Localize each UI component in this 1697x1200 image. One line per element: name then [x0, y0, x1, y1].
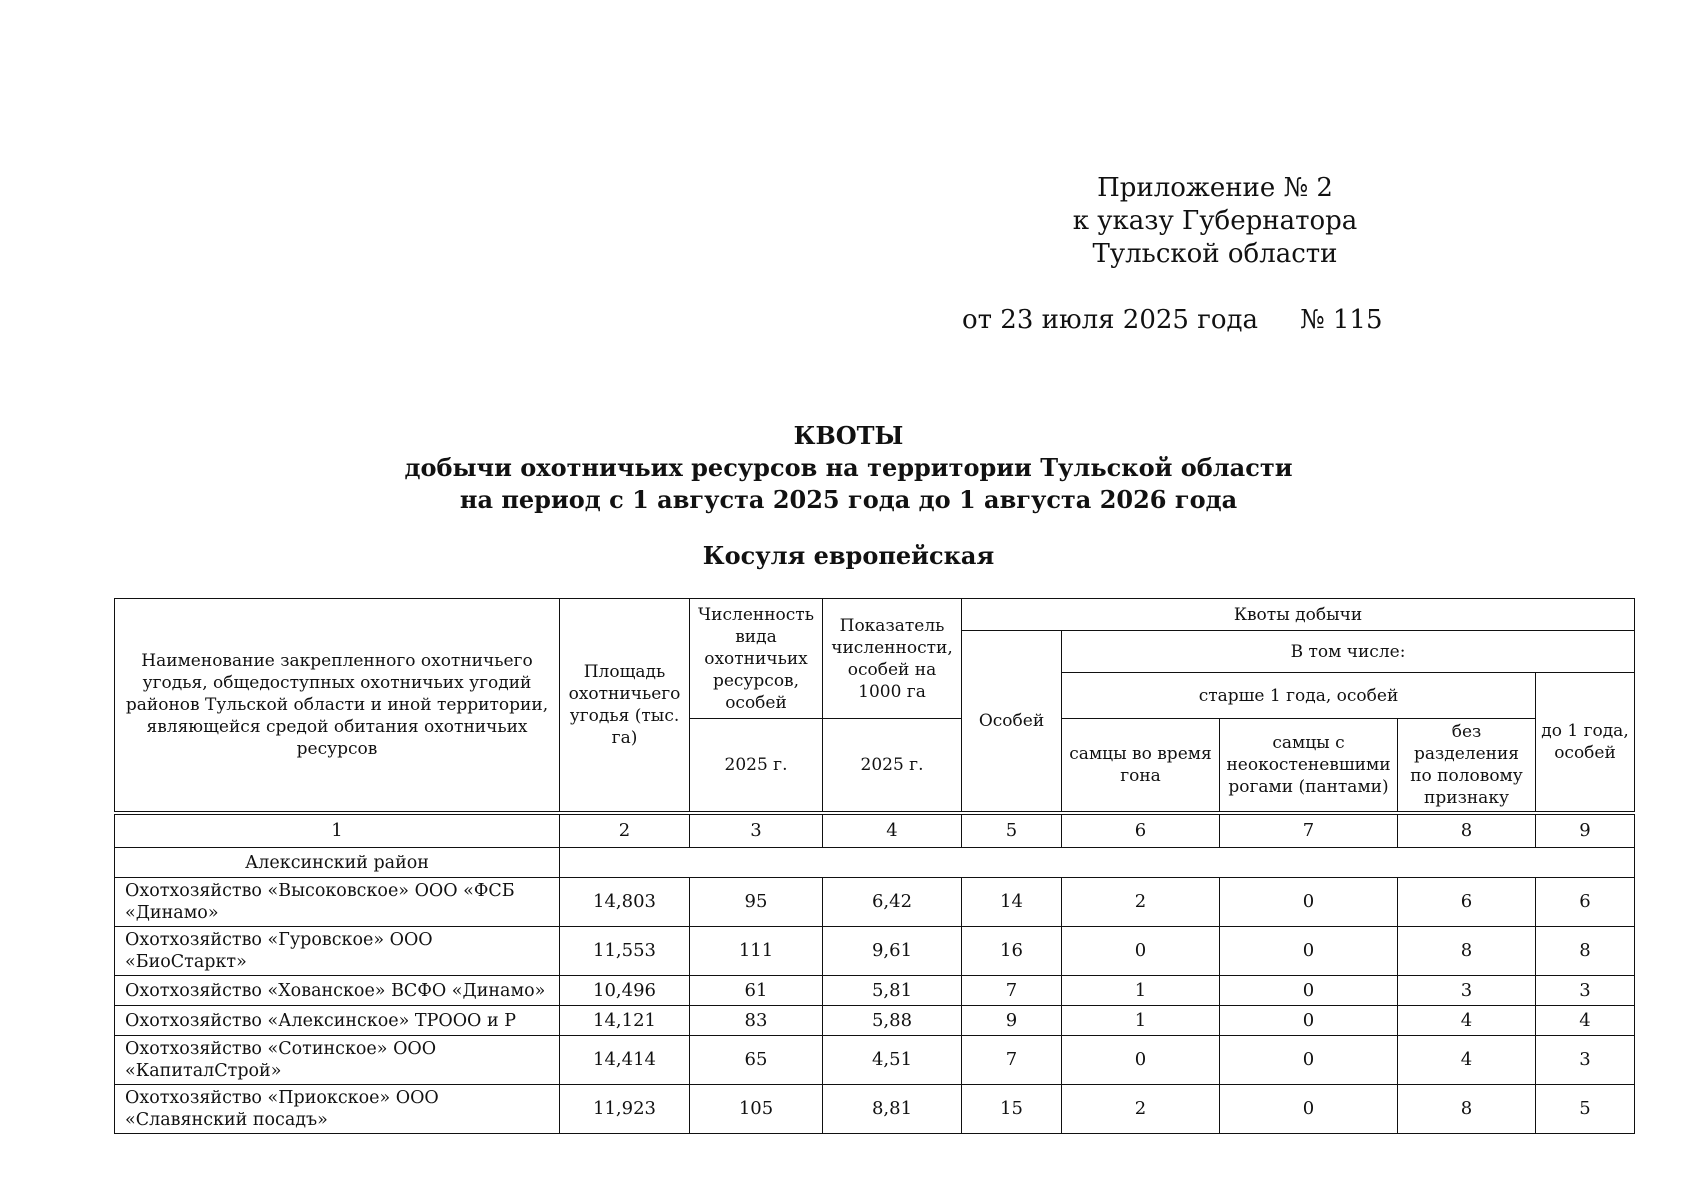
no-sex-cell: 8 [1398, 927, 1536, 976]
rut-males-cell: 1 [1062, 1006, 1220, 1036]
population-cell: 83 [690, 1006, 823, 1036]
region-empty-cell [560, 848, 1635, 878]
rut-males-cell: 1 [1062, 976, 1220, 1006]
region-row [115, 848, 1635, 878]
attachment-ref: к указу Губернатора [1072, 206, 1358, 236]
header-area: Площадь охотничьего угодья (тыс. га) [560, 599, 690, 814]
title-line2: добычи охотничьих ресурсов на территории Тульской области [404, 453, 1293, 482]
document-title [0, 420, 1697, 516]
no-sex-cell: 4 [1398, 1006, 1536, 1036]
column-number: 8 [1398, 813, 1536, 848]
header-no-sex: без разделения по половому признаку [1398, 719, 1536, 814]
population-cell: 95 [690, 878, 823, 927]
header-year-population: 2025 г. [690, 719, 823, 814]
decree-number: № 115 [1300, 305, 1383, 335]
velvet-males-cell: 0 [1220, 1036, 1398, 1085]
rut-males-cell: 0 [1062, 927, 1220, 976]
column-number: 7 [1220, 813, 1398, 848]
attachment-region: Тульской области [1092, 239, 1338, 269]
header-including: В том числе: [1062, 631, 1635, 673]
density-cell: 9,61 [823, 927, 962, 976]
column-numbers-row [115, 813, 1635, 848]
table-row [115, 878, 1635, 927]
young-cell: 5 [1536, 1085, 1635, 1134]
total-cell: 7 [962, 976, 1062, 1006]
decree-date: от 23 июля 2025 года [962, 305, 1259, 335]
region-name: Алексинский район [115, 848, 560, 878]
species-title: Косуля европейская [702, 541, 995, 570]
area-cell: 14,121 [560, 1006, 690, 1036]
velvet-males-cell: 0 [1220, 878, 1398, 927]
velvet-males-cell: 0 [1220, 927, 1398, 976]
density-cell: 4,51 [823, 1036, 962, 1085]
header-density: Показатель численности, особей на 1000 га [823, 599, 962, 719]
table-row [115, 1006, 1635, 1036]
velvet-males-cell: 0 [1220, 976, 1398, 1006]
header-young: до 1 года, особей [1536, 673, 1635, 814]
area-cell: 11,553 [560, 927, 690, 976]
attachment-block [1000, 172, 1430, 271]
hunting-ground-name: Охотхозяйство «Хованское» ВСФО «Динамо» [115, 976, 560, 1006]
column-number: 4 [823, 813, 962, 848]
rut-males-cell: 2 [1062, 1085, 1220, 1134]
header-rut-males: самцы во время гона [1062, 719, 1220, 814]
no-sex-cell: 6 [1398, 878, 1536, 927]
table-row [115, 976, 1635, 1006]
total-cell: 9 [962, 1006, 1062, 1036]
population-cell: 65 [690, 1036, 823, 1085]
title-line3: на период с 1 августа 2025 года до 1 августа 2026 года [459, 485, 1238, 514]
table-row [115, 1036, 1635, 1085]
velvet-males-cell: 0 [1220, 1085, 1398, 1134]
hunting-ground-name: Охотхозяйство «Алексинское» ТРООО и Р [115, 1006, 560, 1036]
total-cell: 15 [962, 1085, 1062, 1134]
rut-males-cell: 2 [1062, 878, 1220, 927]
population-cell: 111 [690, 927, 823, 976]
total-cell: 14 [962, 878, 1062, 927]
total-cell: 16 [962, 927, 1062, 976]
population-cell: 61 [690, 976, 823, 1006]
hunting-ground-name: Охотхозяйство «Высоковское» ООО «ФСБ «Динамо» [115, 878, 560, 927]
column-number: 5 [962, 813, 1062, 848]
header-year-density: 2025 г. [823, 719, 962, 814]
young-cell: 4 [1536, 1006, 1635, 1036]
density-cell: 6,42 [823, 878, 962, 927]
rut-males-cell: 0 [1062, 1036, 1220, 1085]
young-cell: 8 [1536, 927, 1635, 976]
density-cell: 8,81 [823, 1085, 962, 1134]
area-cell: 14,414 [560, 1036, 690, 1085]
area-cell: 14,803 [560, 878, 690, 927]
young-cell: 6 [1536, 878, 1635, 927]
column-number: 6 [1062, 813, 1220, 848]
column-number: 2 [560, 813, 690, 848]
total-cell: 7 [962, 1036, 1062, 1085]
density-cell: 5,81 [823, 976, 962, 1006]
header-total: Особей [962, 631, 1062, 814]
area-cell: 11,923 [560, 1085, 690, 1134]
header-quotas: Квоты добычи [962, 599, 1635, 631]
velvet-males-cell: 0 [1220, 1006, 1398, 1036]
header-population: Численность вида охотничьих ресурсов, особей [690, 599, 823, 719]
population-cell: 105 [690, 1085, 823, 1134]
column-number: 3 [690, 813, 823, 848]
column-number: 9 [1536, 813, 1635, 848]
header-older: старше 1 года, особей [1062, 673, 1536, 719]
header-velvet-males: самцы с неокостеневшими рогами (пантами) [1220, 719, 1398, 814]
hunting-ground-name: Охотхозяйство «Сотинское» ООО «КапиталСтрой» [115, 1036, 560, 1085]
hunting-ground-name: Охотхозяйство «Приокское» ООО «Славянский посадъ» [115, 1085, 560, 1134]
no-sex-cell: 3 [1398, 976, 1536, 1006]
no-sex-cell: 8 [1398, 1085, 1536, 1134]
column-number: 1 [115, 813, 560, 848]
attachment-title: Приложение № 2 [1097, 173, 1333, 203]
young-cell: 3 [1536, 976, 1635, 1006]
young-cell: 3 [1536, 1036, 1635, 1085]
table-row [115, 1085, 1635, 1134]
no-sex-cell: 4 [1398, 1036, 1536, 1085]
area-cell: 10,496 [560, 976, 690, 1006]
table-row [115, 927, 1635, 976]
density-cell: 5,88 [823, 1006, 962, 1036]
header-name: Наименование закрепленного охотничьего угодья, общедоступных охотничьих угодий районов Тульской области и иной территории, являющейся средой обитания охотничьих ресурсов [115, 599, 560, 814]
hunting-ground-name: Охотхозяйство «Гуровское» ООО «БиоСтаркт» [115, 927, 560, 976]
title-main: КВОТЫ [793, 421, 904, 450]
quota-table [114, 598, 1635, 1134]
